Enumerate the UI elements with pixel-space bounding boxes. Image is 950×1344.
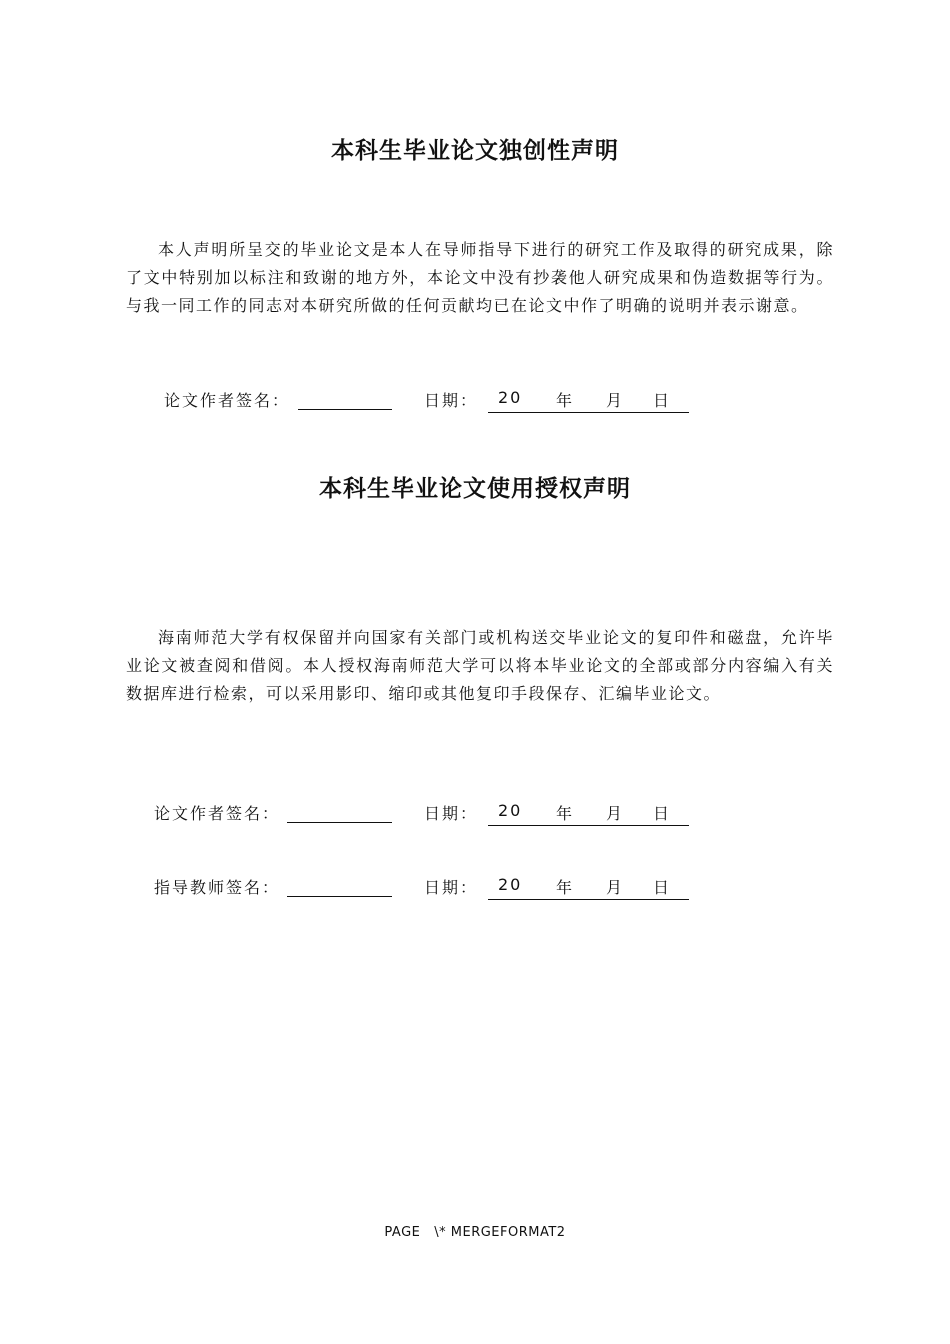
- date-field[interactable]: [488, 875, 689, 900]
- author-sign-label: 论文作者签名：: [154, 804, 281, 823]
- year-label: 年: [556, 391, 575, 410]
- year-prefix: 20: [498, 388, 523, 407]
- authorization-title: 本科生毕业论文使用授权声明: [319, 476, 631, 502]
- originality-title: 本科生毕业论文独创性声明: [331, 138, 619, 164]
- year-label: 年: [556, 878, 575, 897]
- day-label: 日: [653, 804, 672, 823]
- authorization-author-row: [154, 801, 704, 825]
- date-label: 日期：: [424, 804, 479, 823]
- page-footer-field: PAGE \* MERGEFORMAT2: [384, 1225, 566, 1240]
- day-label: 日: [653, 391, 672, 410]
- year-prefix: 20: [498, 875, 523, 894]
- originality-signature-row: [164, 388, 704, 412]
- date-field[interactable]: [488, 388, 689, 413]
- author-sign-line[interactable]: [298, 409, 392, 410]
- authorization-advisor-row: [154, 875, 704, 899]
- month-label: 月: [606, 804, 625, 823]
- author-sign-line[interactable]: [287, 822, 392, 823]
- month-label: 月: [606, 391, 625, 410]
- advisor-sign-line[interactable]: [287, 896, 392, 897]
- author-sign-label: 论文作者签名：: [164, 391, 291, 410]
- advisor-sign-label: 指导教师签名：: [154, 878, 281, 897]
- month-label: 月: [606, 878, 625, 897]
- originality-body: 本人声明所呈交的毕业论文是本人在导师指导下进行的研究工作及取得的研究成果，除了文中特别加以标注和致谢的地方外，本论文中没有抄袭他人研究成果和伪造数据等行为。与我一同工作的同志对本研究所做的任何贡献均已在论文中作了明确的说明并表示谢意。: [126, 240, 834, 315]
- date-field[interactable]: [488, 801, 689, 826]
- authorization-body: 海南师范大学有权保留并向国家有关部门或机构送交毕业论文的复印件和磁盘，允许毕业论文被查阅和借阅。本人授权海南师范大学可以将本毕业论文的全部或部分内容编入有关数据库进行检索，可以采用影印、缩印或其他复印手段保存、汇编毕业论文。: [126, 628, 834, 703]
- year-prefix: 20: [498, 801, 523, 820]
- date-label: 日期：: [424, 391, 479, 410]
- day-label: 日: [653, 878, 672, 897]
- date-label: 日期：: [424, 878, 479, 897]
- year-label: 年: [556, 804, 575, 823]
